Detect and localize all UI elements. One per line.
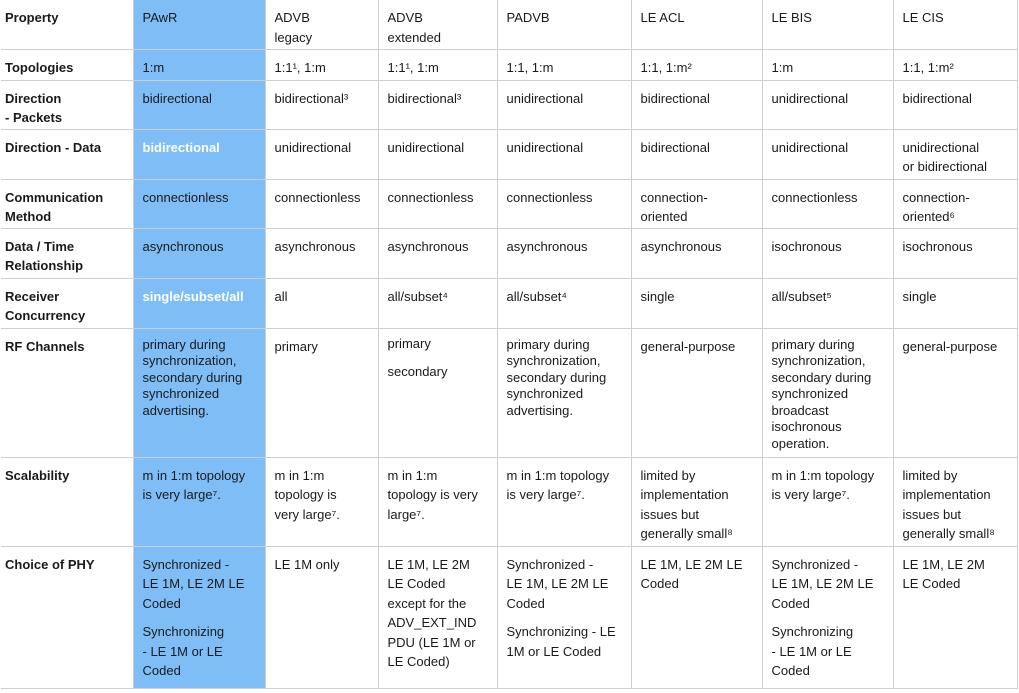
header-le-cis: LE CIS bbox=[893, 0, 1017, 49]
cell: 1:m bbox=[762, 49, 893, 80]
cell: all/subset⁴ bbox=[378, 278, 497, 328]
header-le-acl: LE ACL bbox=[631, 0, 762, 49]
cell: general-purpose bbox=[631, 328, 762, 457]
cell: asynchronous bbox=[378, 228, 497, 278]
row-rf-channels bbox=[1, 328, 1017, 457]
cell: bidirectional³ bbox=[378, 80, 497, 129]
phy-synchronized: Synchronized - LE 1M, LE 2M LE Coded bbox=[506, 556, 609, 611]
cell-pawr: 1:m bbox=[133, 49, 265, 80]
cell: 1:1, 1:m² bbox=[631, 49, 762, 80]
cell: LE 1M, LE 2M LE Coded bbox=[631, 546, 762, 688]
cell: 1:1, 1:m bbox=[497, 49, 631, 80]
cell-pawr: connectionless bbox=[133, 179, 265, 228]
cell: unidirectional bbox=[497, 129, 631, 179]
cell: primary secondary bbox=[378, 328, 497, 457]
cell-pawr bbox=[133, 546, 265, 688]
row-label: Scalability bbox=[1, 457, 133, 546]
phy-synchronizing: Synchronizing - LE 1M or LE Coded bbox=[142, 624, 225, 678]
header-le-bis: LE BIS bbox=[762, 0, 893, 49]
phy-synchronizing: Synchronizing - LE 1M or LE Coded bbox=[506, 624, 616, 659]
row-label: Topologies bbox=[1, 49, 133, 80]
cell: m in 1:m topology is very large⁷. bbox=[497, 457, 631, 546]
comparison-table bbox=[1, 0, 1018, 689]
cell: LE 1M, LE 2M LE Coded except for the ADV_EXT_IND PDU (LE 1M or LE Coded) bbox=[378, 546, 497, 688]
cell: m in 1:m topology is very large⁷. bbox=[378, 457, 497, 546]
row-label: Receiver Concurrency bbox=[1, 278, 133, 328]
row-direction-packets bbox=[1, 80, 1017, 129]
cell: unidirectional bbox=[378, 129, 497, 179]
cell: LE 1M, LE 2M LE Coded bbox=[893, 546, 1017, 688]
cell: connection- oriented bbox=[631, 179, 762, 228]
cell: LE 1M only bbox=[265, 546, 378, 688]
cell: unidirectional bbox=[497, 80, 631, 129]
cell-pawr: bidirectional bbox=[133, 80, 265, 129]
header-pawr: PAwR bbox=[133, 0, 265, 49]
cell: all bbox=[265, 278, 378, 328]
cell-pawr: asynchronous bbox=[133, 228, 265, 278]
cell: unidirectional or bidirectional bbox=[893, 129, 1017, 179]
cell: unidirectional bbox=[265, 129, 378, 179]
cell: primary bbox=[265, 328, 378, 457]
cell: connectionless bbox=[497, 179, 631, 228]
cell: all/subset⁴ bbox=[497, 278, 631, 328]
row-label: Data / Time Relationship bbox=[1, 228, 133, 278]
header-advb-legacy: ADVB legacy bbox=[265, 0, 378, 49]
cell: limited by implementation issues but generally small⁸ bbox=[631, 457, 762, 546]
cell-pawr: primary during synchronization, secondary during synchronized advertising. bbox=[133, 328, 265, 457]
cell: isochronous bbox=[762, 228, 893, 278]
cell: 1:1, 1:m² bbox=[893, 49, 1017, 80]
row-data-time-relationship bbox=[1, 228, 1017, 278]
cell-pawr: single/subset/all bbox=[133, 278, 265, 328]
cell-pawr: m in 1:m topology is very large⁷. bbox=[133, 457, 265, 546]
cell: connectionless bbox=[762, 179, 893, 228]
cell: bidirectional bbox=[631, 80, 762, 129]
phy-synchronized: Synchronized - LE 1M, LE 2M LE Coded bbox=[771, 556, 874, 611]
cell: primary during synchronization, secondary during synchronized advertising. bbox=[497, 328, 631, 457]
cell: 1:1¹, 1:m bbox=[265, 49, 378, 80]
cell: unidirectional bbox=[762, 129, 893, 179]
cell: primary during synchronization, secondary during synchronized broadcast isochronous operation. bbox=[762, 328, 893, 457]
cell: asynchronous bbox=[497, 228, 631, 278]
cell: m in 1:m topology is very large⁷. bbox=[265, 457, 378, 546]
row-label: Direction - Data bbox=[1, 129, 133, 179]
phy-synchronizing: Synchronizing - LE 1M or LE Coded bbox=[771, 624, 854, 678]
cell: isochronous bbox=[893, 228, 1017, 278]
cell: bidirectional³ bbox=[265, 80, 378, 129]
cell: bidirectional bbox=[893, 80, 1017, 129]
cell: bidirectional bbox=[631, 129, 762, 179]
cell bbox=[762, 546, 893, 688]
cell: asynchronous bbox=[631, 228, 762, 278]
header-advb-extended: ADVB extended bbox=[378, 0, 497, 49]
row-label: Direction - Packets bbox=[1, 80, 133, 129]
row-choice-of-phy bbox=[1, 546, 1017, 688]
cell: single bbox=[631, 278, 762, 328]
cell: m in 1:m topology is very large⁷. bbox=[762, 457, 893, 546]
row-receiver-concurrency bbox=[1, 278, 1017, 328]
cell: limited by implementation issues but generally small⁸ bbox=[893, 457, 1017, 546]
cell: single bbox=[893, 278, 1017, 328]
cell: all/subset⁵ bbox=[762, 278, 893, 328]
cell: connection- oriented⁶ bbox=[893, 179, 1017, 228]
row-label: RF Channels bbox=[1, 328, 133, 457]
header-property: Property bbox=[1, 0, 133, 49]
row-communication-method bbox=[1, 179, 1017, 228]
row-topologies bbox=[1, 49, 1017, 80]
cell: general-purpose bbox=[893, 328, 1017, 457]
cell: 1:1¹, 1:m bbox=[378, 49, 497, 80]
cell: unidirectional bbox=[762, 80, 893, 129]
header-padvb: PADVB bbox=[497, 0, 631, 49]
row-label: Choice of PHY bbox=[1, 546, 133, 688]
header-row bbox=[1, 0, 1017, 49]
row-scalability bbox=[1, 457, 1017, 546]
cell: asynchronous bbox=[265, 228, 378, 278]
cell bbox=[497, 546, 631, 688]
cell: connectionless bbox=[265, 179, 378, 228]
cell-pawr: bidirectional bbox=[133, 129, 265, 179]
phy-synchronized: Synchronized - LE 1M, LE 2M LE Coded bbox=[142, 556, 245, 611]
row-direction-data bbox=[1, 129, 1017, 179]
row-label: Communication Method bbox=[1, 179, 133, 228]
cell: connectionless bbox=[378, 179, 497, 228]
